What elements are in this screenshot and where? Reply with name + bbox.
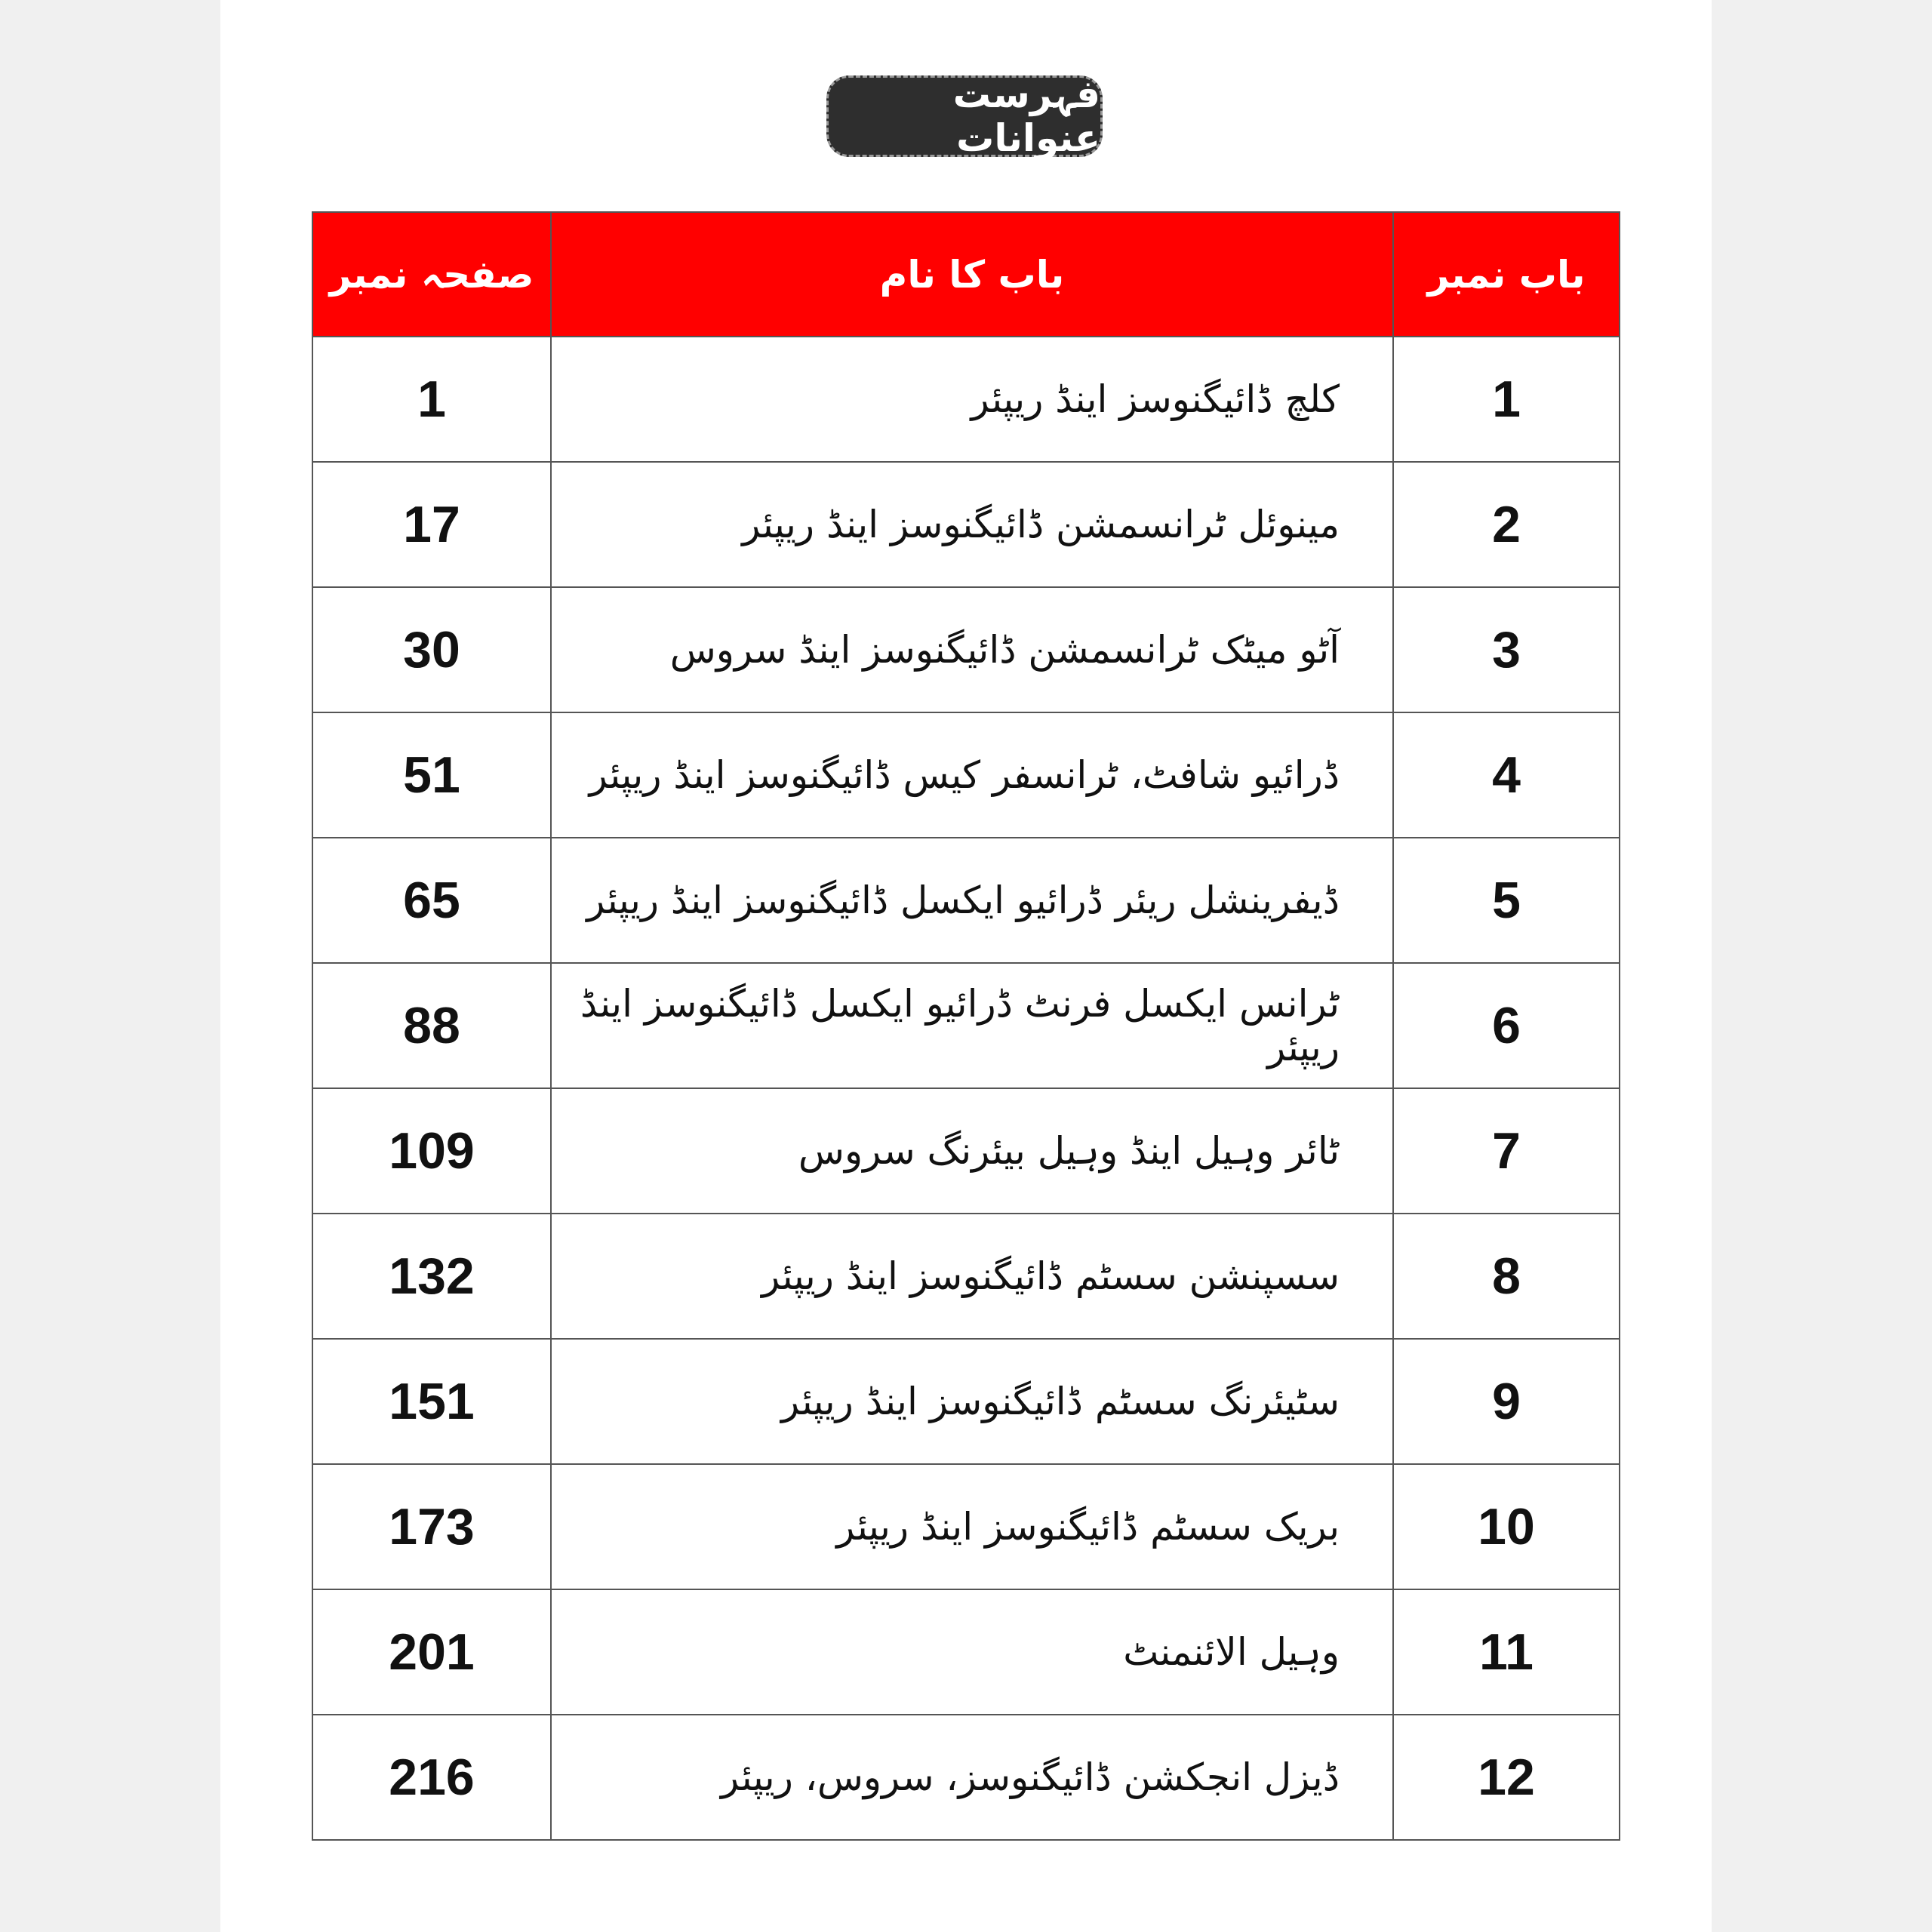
table-row (312, 587, 1620, 712)
contents-title: فہرست عنوانات (826, 75, 1103, 157)
table-row (312, 712, 1620, 838)
chapter-name: ٹائر وہیل اینڈ وہیل بیئرنگ سروس (551, 1088, 1393, 1214)
chapter-number: 3 (1393, 587, 1620, 712)
chapter-number: 9 (1393, 1339, 1620, 1464)
page-number: 216 (312, 1715, 551, 1840)
page-number: 1 (312, 337, 551, 462)
chapter-name: بریک سسٹم ڈائیگنوسز اینڈ ریپئر (551, 1464, 1393, 1589)
page-number: 51 (312, 712, 551, 838)
table-row (312, 1339, 1620, 1464)
page-number: 132 (312, 1214, 551, 1339)
chapter-name: وہیل الائنمنٹ (551, 1589, 1393, 1715)
table-row (312, 1214, 1620, 1339)
chapter-number: 6 (1393, 963, 1620, 1088)
chapter-name: مینوئل ٹرانسمشن ڈائیگنوسز اینڈ ریپئر (551, 462, 1393, 587)
header-page-number: صفحہ نمبر (312, 212, 551, 337)
page-number: 109 (312, 1088, 551, 1214)
page-number: 201 (312, 1589, 551, 1715)
chapter-name: سسپنشن سسٹم ڈائیگنوسز اینڈ ریپئر (551, 1214, 1393, 1339)
table-header-row (312, 212, 1620, 337)
chapter-name: ڈیفرینشل ریئر ڈرائیو ایکسل ڈائیگنوسز اینڈ ریپئر (551, 838, 1393, 963)
table-row (312, 1589, 1620, 1715)
page-number: 30 (312, 587, 551, 712)
chapter-name: ٹرانس ایکسل فرنٹ ڈرائیو ایکسل ڈائیگنوسز اینڈ ریپئر (551, 963, 1393, 1088)
header-chapter-name: باب کا نام (551, 212, 1393, 337)
chapter-name: سٹیئرنگ سسٹم ڈائیگنوسز اینڈ ریپئر (551, 1339, 1393, 1464)
chapter-name: آٹو میٹک ٹرانسمشن ڈائیگنوسز اینڈ سروس (551, 587, 1393, 712)
contents-table (312, 211, 1620, 1841)
chapter-name: ڈرائیو شافٹ، ٹرانسفر کیس ڈائیگنوسز اینڈ ریپئر (551, 712, 1393, 838)
table-row (312, 1715, 1620, 1840)
chapter-number: 5 (1393, 838, 1620, 963)
table-row (312, 337, 1620, 462)
chapter-number: 1 (1393, 337, 1620, 462)
table-row (312, 1464, 1620, 1589)
page-number: 151 (312, 1339, 551, 1464)
page-number: 173 (312, 1464, 551, 1589)
header-chapter-number: باب نمبر (1393, 212, 1620, 337)
page-number: 88 (312, 963, 551, 1088)
page-number: 17 (312, 462, 551, 587)
chapter-number: 4 (1393, 712, 1620, 838)
table-body (312, 337, 1620, 1840)
chapter-number: 8 (1393, 1214, 1620, 1339)
chapter-number: 12 (1393, 1715, 1620, 1840)
chapter-number: 10 (1393, 1464, 1620, 1589)
page-number: 65 (312, 838, 551, 963)
chapter-number: 7 (1393, 1088, 1620, 1214)
chapter-number: 2 (1393, 462, 1620, 587)
chapter-name: کلچ ڈائیگنوسز اینڈ ریپئر (551, 337, 1393, 462)
chapter-name: ڈیزل انجکشن ڈائیگنوسز، سروس، ریپئر (551, 1715, 1393, 1840)
table-row (312, 1088, 1620, 1214)
table-row (312, 963, 1620, 1088)
table-row (312, 838, 1620, 963)
table-row (312, 462, 1620, 587)
chapter-number: 11 (1393, 1589, 1620, 1715)
